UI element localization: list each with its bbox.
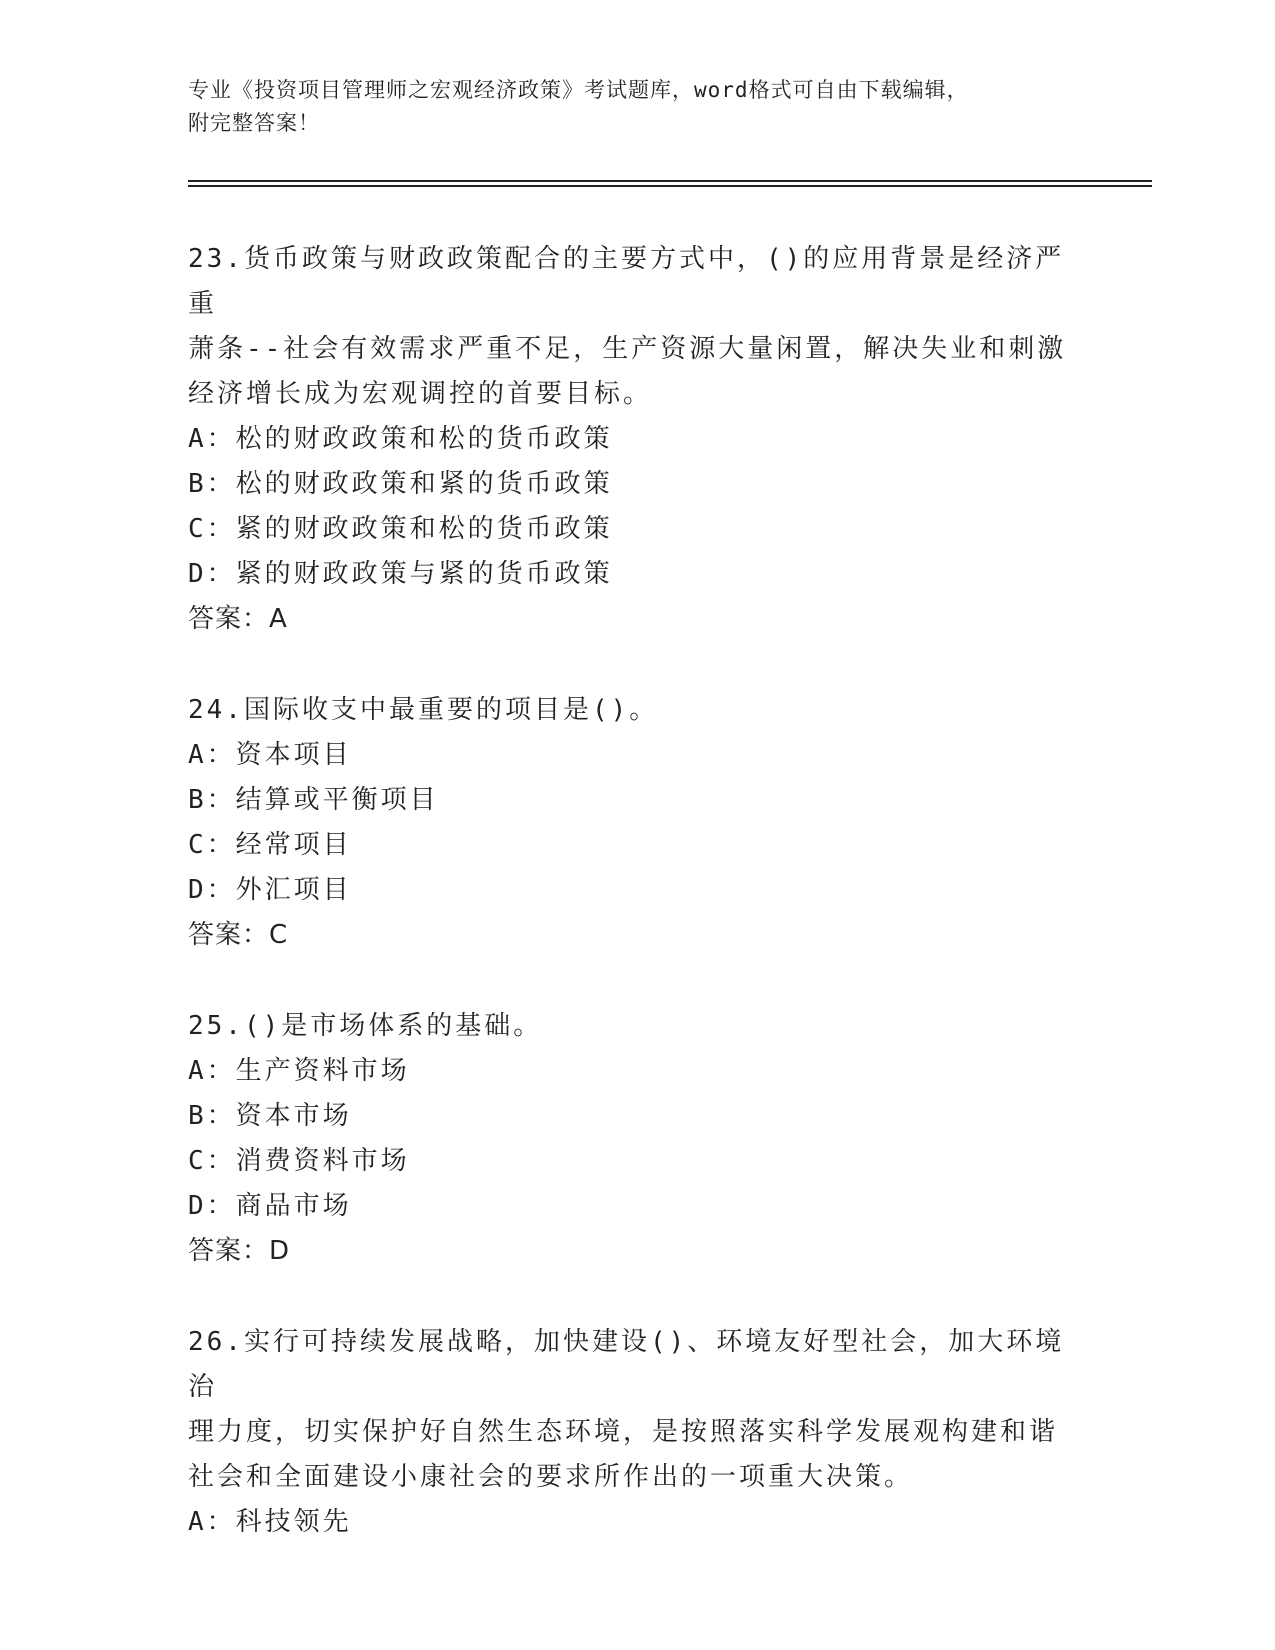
stem-line: 理力度，切实保护好自然生态环境，是按照落实科学发展观构建和谐 <box>188 1417 1059 1447</box>
answer-label: 答案：D <box>188 1236 291 1266</box>
option-b: B：资本市场 <box>188 1101 352 1131</box>
stem-line: 25.()是市场体系的基础。 <box>188 1011 543 1041</box>
stem-line: 经济增长成为宏观调控的首要目标。 <box>188 379 653 409</box>
option-b: B：松的财政政策和紧的货币政策 <box>188 469 613 499</box>
answer-label: 答案：C <box>188 920 289 950</box>
option-d: D：外汇项目 <box>188 875 352 905</box>
question-stem <box>188 1320 1088 1500</box>
stem-line: 萧条--社会有效需求严重不足，生产资源大量闲置，解决失业和刺激 <box>188 334 1067 364</box>
question-stem <box>188 237 1088 417</box>
stem-line: 社会和全面建设小康社会的要求所作出的一项重大决策。 <box>188 1462 914 1492</box>
option-a: A：松的财政政策和松的货币政策 <box>188 424 613 454</box>
question-23 <box>188 237 1088 642</box>
option-d: D：商品市场 <box>188 1191 352 1221</box>
header-divider-bottom <box>188 185 1152 187</box>
stem-line: 23.货币政策与财政政策配合的主要方式中，()的应用背景是经济严重 <box>188 244 1065 319</box>
option-c: C：紧的财政政策和松的货币政策 <box>188 514 613 544</box>
option-c: C：消费资料市场 <box>188 1146 410 1176</box>
stem-line: 26.实行可持续发展战略，加快建设()、环境友好型社会，加大环境治 <box>188 1327 1065 1402</box>
question-25 <box>188 1004 1088 1274</box>
header-line-1: 专业《投资项目管理师之宏观经济政策》考试题库，word格式可自由下载编辑， <box>188 78 969 102</box>
stem-line: 24.国际收支中最重要的项目是()。 <box>188 695 659 725</box>
question-26 <box>188 1320 1088 1545</box>
header-line-2: 附完整答案！ <box>188 111 320 135</box>
option-a: A：资本项目 <box>188 740 352 770</box>
option-a: A：生产资料市场 <box>188 1056 410 1086</box>
option-a: A：科技领先 <box>188 1507 352 1537</box>
header-divider-top <box>188 180 1152 182</box>
question-stem <box>188 688 1088 733</box>
answer-label: 答案：A <box>188 604 288 634</box>
document-header <box>188 74 1088 140</box>
option-d: D：紧的财政政策与紧的货币政策 <box>188 559 613 589</box>
option-c: C：经常项目 <box>188 830 352 860</box>
question-list <box>188 237 1088 1591</box>
question-stem <box>188 1004 1088 1049</box>
question-24 <box>188 688 1088 958</box>
option-b: B：结算或平衡项目 <box>188 785 439 815</box>
